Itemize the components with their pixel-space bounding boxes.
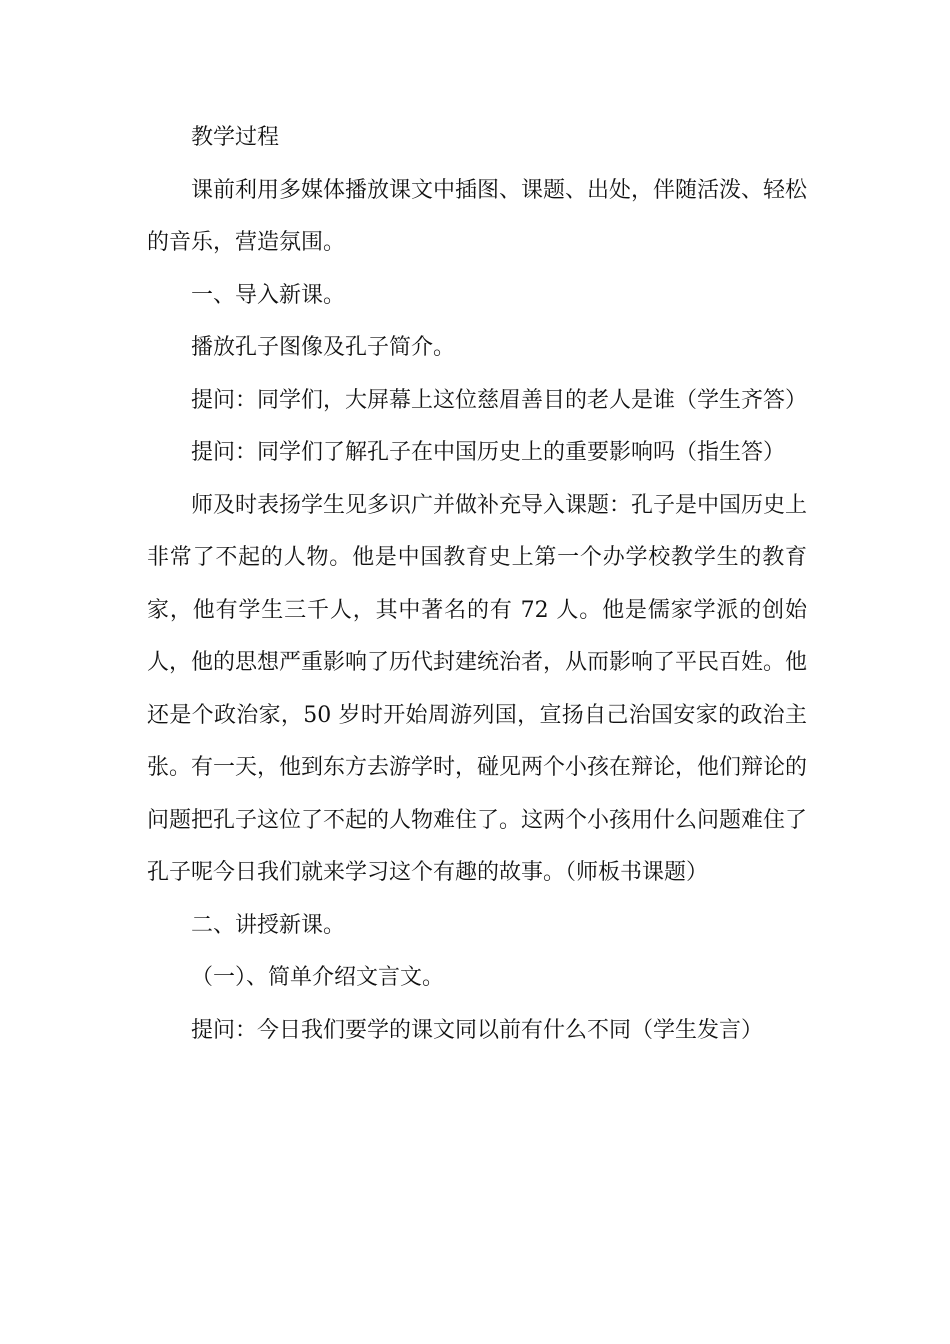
section-heading-introduction: 一、导入新课。	[191, 282, 346, 308]
paragraph-pre-class-multimedia: 课前利用多媒体播放课文中插图、课题、出处，伴随活泼、轻松的音乐，营造氛围。	[147, 177, 808, 255]
subsection-heading-classical-chinese: （一）、简单介绍文言文。	[191, 965, 445, 990]
paragraph-question-influence: 提问：同学们了解孔子在中国历史上的重要影响吗（指生答）	[191, 440, 786, 465]
section-heading-new-lesson: 二、讲授新课。	[191, 912, 346, 938]
paragraph-teacher-introduction: 师及时表扬学生见多识广并做补充导入课题：孔子是中国历史上非常了不起的人物。他是中国教育史上第一个办学校教学生的教育家，他有学生三千人，其中著名的有 72 人。他是儒家学派的创始人，他的思想严重影响了历代封建统治者，从而影响了平民百姓。他还是个政治家，50 岁时开始周游列国，宣扬自己治国安家的政治主张。有一天，他到东方去游学时，碰见两个小孩在辩论，他们辩论的问题把孔子这位了不起的人物难住了。这两个小孩用什么问题难住了孔子呢今日我们就来学习这个有趣的故事。（师板书课题）	[147, 492, 808, 885]
section-heading-teaching-process: 教学过程	[191, 125, 280, 150]
paragraph-question-who: 提问：同学们，大屏幕上这位慈眉善目的老人是谁（学生齐答）	[191, 387, 808, 413]
document-body	[147, 112, 807, 1057]
paragraph-question-difference: 提问：今日我们要学的课文同以前有什么不同（学生发言）	[191, 1017, 764, 1043]
paragraph-play-confucius-image: 播放孔子图像及孔子简介。	[191, 335, 456, 360]
